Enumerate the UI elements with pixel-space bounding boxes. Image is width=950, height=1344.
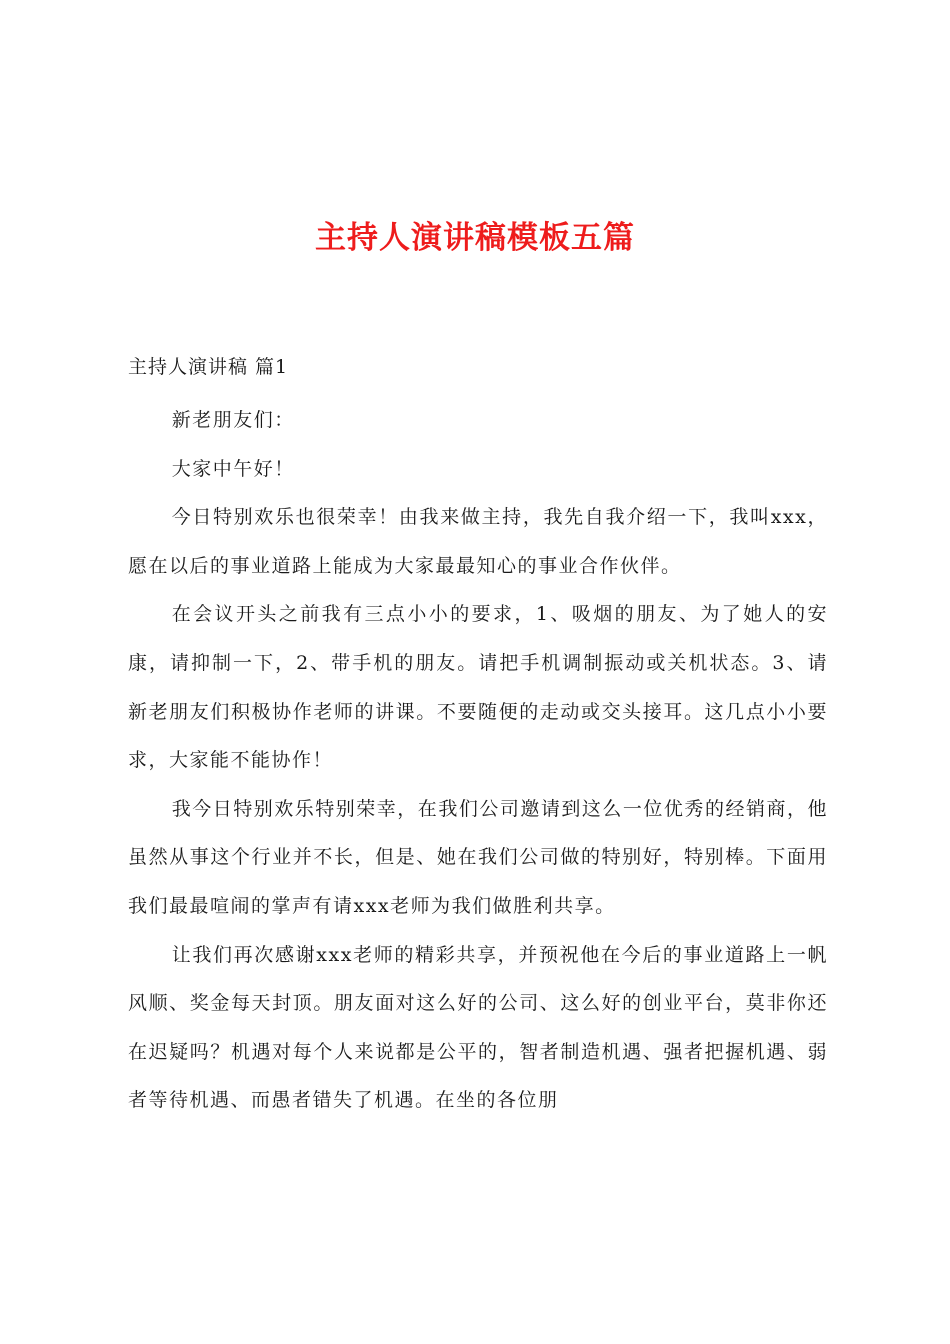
paragraph: 今日特别欢乐也很荣幸！由我来做主持，我先自我介绍一下，我叫xxx，愿在以后的事业道路上能成为大家最最知心的事业合作伙伴。 [128,506,828,577]
paragraph: 大家中午好！ [171,457,295,480]
paragraph: 让我们再次感谢xxx老师的精彩共享，并预祝他在今后的事业道路上一帆风顺、奖金每天封顶。朋友面对这么好的公司、这么好的创业平台，莫非你还在迟疑吗？机遇对每个人来说都是公平的，智者制造机遇、强者把握机遇、弱者等待机遇、而愚者错失了机遇。在坐的各位朋 [128,943,828,1112]
section-heading: 主持人演讲稿 篇1 [128,356,289,378]
document-body [128,396,828,1125]
paragraph: 在会议开头之前我有三点小小的要求，1、吸烟的朋友、为了她人的安康，请抑制一下，2、带手机的朋友。请把手机调制振动或关机状态。3、请新老朋友们积极协作老师的讲课。不要随便的走动或交头接耳。这几点小小要求，大家能不能协作！ [128,603,828,772]
paragraph: 我今日特别欢乐特别荣幸，在我们公司邀请到这么一位优秀的经销商，他虽然从事这个行业并不长，但是、她在我们公司做的特别好，特别棒。下面用我们最最喧闹的掌声有请xxx老师为我们做胜利共享。 [128,797,828,917]
paragraph: 新老朋友们： [171,409,295,431]
document-title: 主持人演讲稿模板五篇 [315,220,635,256]
